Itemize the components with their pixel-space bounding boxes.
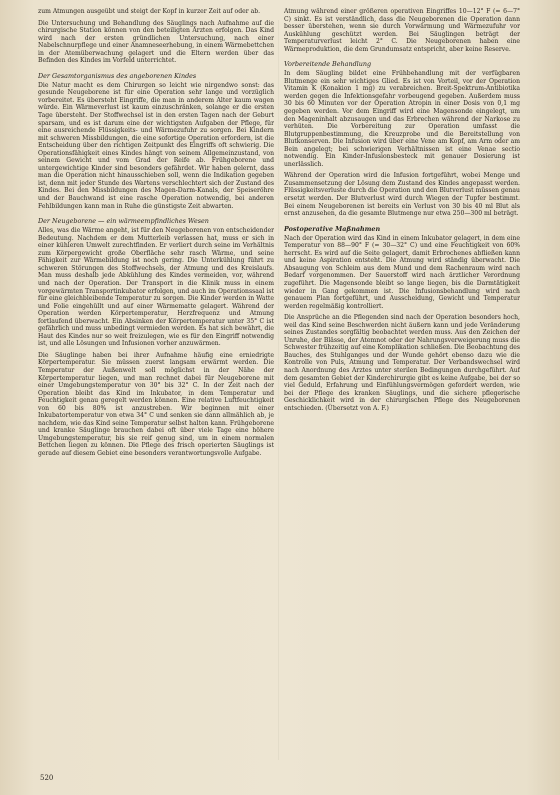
section-heading: Der Gesamtorganismus des angeborenen Kindes — [38, 71, 197, 80]
section-heading: Postoperative Maßnahmen — [284, 224, 381, 233]
column-gutter — [278, 20, 279, 760]
paragraph: Die Natur macht es dem Chirurgen so leicht wie nirgendwo sonst: das gesunde Neugeborene ist für eine Operation sehr lange und vorzüglich vorbereitet. Es übersteht Eingriffe, die man in anderem Alter kaum wagen würde. Ein Wärmeverlust ist kaum einzuschränken, solange er die ersten Tage übersteht. Der Stoffwechsel ist in den ersten Tagen nach der Geburt sparsam, und es ist darum eine der wichtigsten Aufgaben der Pflege, für eine ausreichende Flüssigkeits- und Wärmezufuhr zu sorgen. Bei Kindern mit schweren Missbildungen, die eine sofortige Operation erfordern, ist die Entscheidung über den richtigen Zeitpunkt des Eingriffs oft schwierig. Die Operationsfähigkeit eines Kindes hängt von seinem Allgemeinzustand, von seinem Gewicht und vom Grad der Reife ab. Frühgeborene und untergewichtige Kinder sind besonders gefährdet. Wir haben gelernt, dass man die Operation nicht hinausschieben soll, wenn die Indikation gegeben ist, denn mit jeder Stunde des Wartens verschlechtert sich der Zustand des Kindes. Bei den Missbildungen des Magen-Darm-Kanals, der Speiseröhre und der Bauchwand ist eine rasche Operation notwendig, bei anderen Fehlbildungen kann man in Ruhe die günstigste Zeit abwarten. — [38, 81, 274, 210]
left-column — [38, 8, 274, 758]
paragraph: Die Untersuchung und Behandlung des Säuglings nach Aufnahme auf die chirurgische Station können von den beteiligten Ärzten erfolgen. Das Kind wird nach der ersten gründlichen Untersuchung, nach einer Nabelschnurpflege und einer Anamneseerhebung, in einem Wärmebettchen in der Atemüberwachung gelagert und die Eltern werden über das Befinden des Kindes im Vorfeld unterrichtet. — [38, 19, 274, 65]
paragraph: Während der Operation wird die Infusion fortgeführt, wobei Menge und Zusammensetzung der Lösung dem Zustand des Kindes angepasst werden. Flüssigkeitsverluste durch die Operation und den Blutverlust müssen genau ersetzt werden. Der Blutverlust wird durch Wiegen der Tupfer bestimmt. Bei einem Neugeborenen ist bereits ein Verlust von 30 bis 40 ml Blut als ernst anzusehen, da die gesamte Blutmenge nur etwa 250—300 ml beträgt. — [284, 172, 520, 218]
page-number: 520 — [40, 774, 54, 782]
paragraph: Die Säuglinge haben bei ihrer Aufnahme häufig eine erniedrigte Körpertemperatur. Sie müssen zuerst langsam erwärmt werden. Die Temperatur der Außenwelt soll möglichst in der Nähe der Körpertemperatur liegen, und man rechnet dabei für Neugeborene mit einer Umgebungstemperatur von 30° bis 32° C. In der Zeit nach der Operation bleibt das Kind im Inkubator, in dem Temperatur und Feuchtigkeit genau geregelt werden können. Eine relative Luftfeuchtigkeit von 60 bis 80% ist anzustreben. Wir beginnen mit einer Inkubatortemperatur von etwa 34° C und senken sie dann allmählich ab, je nachdem, wie das Kind seine Temperatur selbst halten kann. Frühgeborene und kranke Säuglinge brauchen dabei oft über viele Tage eine höhere Umgebungstemperatur, bis sie reif genug sind, um in einem normalen Bettchen liegen zu können. Die Pflege des frisch operierten Säuglings ist gerade auf diesem Gebiet eine besonders verantwortungsvolle Aufgabe. — [38, 351, 274, 457]
section-heading: Vorbereitende Behandlung — [284, 60, 372, 69]
paragraph: Nach der Operation wird das Kind in einem Inkubator gelagert, in dem eine Temperatur von 88—90° F (= 30—32° C) und eine Feuchtigkeit von 60% herrscht. Es wird auf die Seite gelagert, damit Erbrochenes abfließen kann und keine Aspiration entsteht. Die Atmung wird ständig überwacht. Die Absaugung von Schleim aus dem Mund und dem Rachenraum wird nach Bedarf vorgenommen. Der Sauerstoff wird nach ärztlicher Verordnung zugeführt. Die Magensonde bleibt so lange liegen, bis die Darmtätigkeit wieder in Gang gekommen ist. Die Infusionsbehandlung wird nach genauem Plan fortgeführt, und Ausscheidung, Gewicht und Temperatur werden regelmäßig kontrolliert. — [284, 234, 520, 310]
paragraph: Alles, was die Wärme angeht, ist für den Neugeborenen von entscheidender Bedeutung. Nachdem er dem Mutterleib verlassen hat, muss er sich in einer kühleren Umwelt zurechtfinden. Er verliert durch seine im Verhältnis zum Körpergewicht große Oberfläche sehr rasch Wärme, und seine Fähigkeit zur Wärmebildung ist noch gering. Die Unterkühlung führt zu schweren Störungen des Stoffwechsels, der Atmung und des Kreislaufs. Man muss deshalb jede Abkühlung des Kindes vermeiden, vor, während und nach der Operation. Der Transport in die Klinik muss in einem vorgewärmten Transportinkubator erfolgen, und auch im Operationssaal ist für eine gleichbleibende Temperatur zu sorgen. Die Kinder werden in Watte und Folie eingehüllt und auf einer Wärmematte gelagert. Während der Operation werden Körpertemperatur, Herzfrequenz und Atmung fortlaufend überwacht. Ein Absinken der Körpertemperatur unter 35° C ist gefährlich und muss unbedingt vermieden werden. Es hat sich bewährt, die Haut des Kindes nur so weit freizulegen, wie es für den Eingriff notwendig ist, und alle Lösungen und Infusionen vorher anzuwärmen. — [38, 227, 274, 348]
paragraph: zum Atmungen ausgeübt und steigt der Kopf in kurzer Zeit auf oder ab. — [38, 8, 261, 15]
paragraph: In dem Säugling bildet eine Frühbehandlung mit der verfügbaren Blutmenge ein sehr wichtiges Glied. Es ist von Vorteil, vor der Operation Vitamin K (Konakion 1 mg) zu verabreichen. Breit-Spektrum-Antibiotika werden gegen die Infektionsgefahr vorbeugend gegeben. Außerdem muss 30 bis 60 Minuten vor der Operation Atropin in einer Dosis von 0,1 mg gegeben werden. Vor dem Eingriff wird eine Magensonde eingelegt, um den Mageninhalt abzusaugen und das Erbrechen während der Narkose zu verhüten. Die Vorbereitung zur Operation umfasst die Blutgruppenbestimmung, die Kreuzprobe und die Bereitstellung von Blutkonserven. Die Infusion wird über eine Vene am Kopf, am Arm oder am Bein angelegt; bei schwierigen Verhältnissen ist eine Venae sectio notwendig. Ein Kinder-Infusionsbesteck mit genauer Dosierung ist unerlässlich. — [284, 70, 520, 168]
paragraph: Atmung während einer größeren operativen Eingriffes 10—12° F (= 6—7° C) sinkt. Es ist verständlich, dass die Neugeborenen die Operation dann besser überstehen, wenn sie durch Vorwärmung und Wärmezufuhr vor Auskühlung geschützt werden. Bei Säuglingen beträgt der Temperaturverlust leicht 2° C. Die Neugeborenen haben eine Wärmeproduktion, die dem Grundumsatz entspricht, aber keine Reserve. — [284, 8, 520, 53]
paragraph: Die Ansprüche an die Pflegenden sind nach der Operation besonders hoch, weil das Kind seine Beschwerden nicht äußern kann und jede Veränderung seines Zustandes sorgfältig beobachtet werden muss. Aus den Zeichen der Unruhe, der Blässe, der Atemnot oder der Nahrungsverweigerung muss die Schwester frühzeitig auf eine Komplikation schließen. Die Beobachtung des Bauches, des Stuhlganges und der Wunde gehört ebenso dazu wie die Kontrolle von Puls, Atmung und Temperatur. Der Verbandswechsel wird nach Anordnung des Arztes unter sterilen Bedingungen durchgeführt. Auf dem gesamten Gebiet der Kinderchirurgie gibt es keine Aufgabe, bei der so viel Geduld, Erfahrung und Einfühlungsvermögen gefordert werden, wie bei der Pflege des kranken Säuglings, und die sichere pflegerische Geschicklichkeit wird in der chirurgischen Pflege des Neugeborenen entschieden. (Übersetzt von A. F.) — [284, 314, 520, 412]
section-heading: Der Neugeborene — ein wärmeempfindliches Wesen — [38, 217, 209, 226]
right-column — [284, 8, 520, 758]
